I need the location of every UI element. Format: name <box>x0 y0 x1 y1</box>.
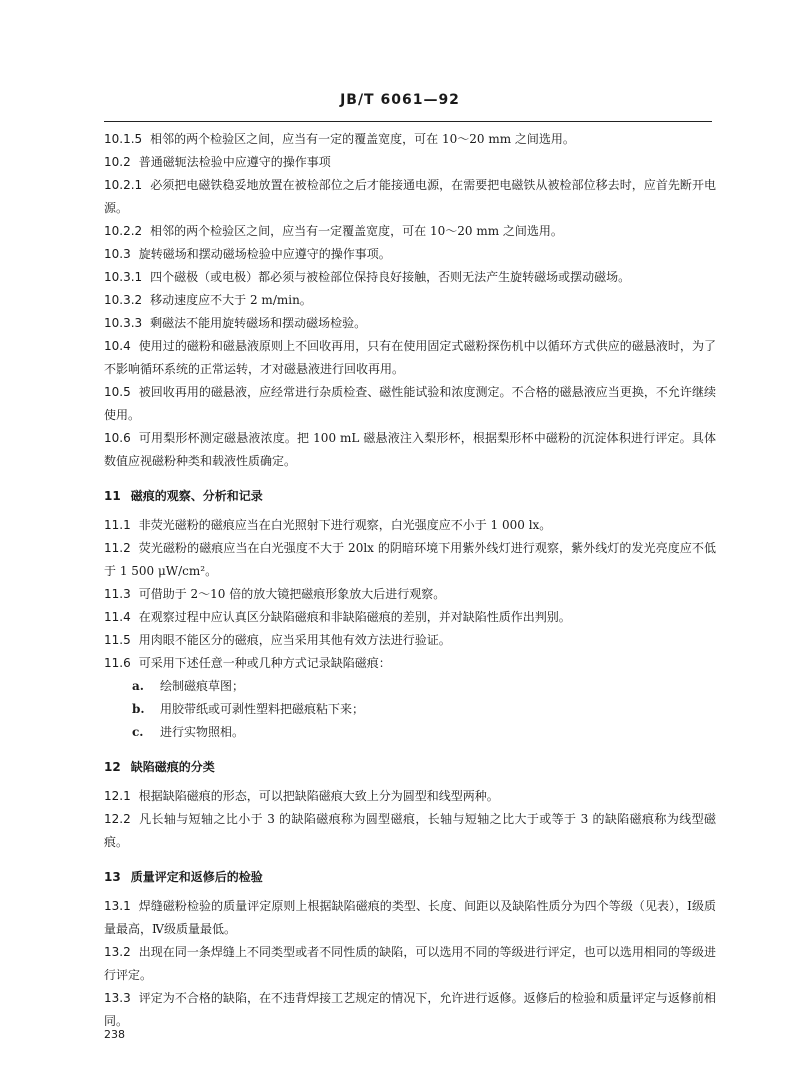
list-item <box>132 675 716 698</box>
clause-text: 焊缝磁粉检验的质量评定原则上根据缺陷磁痕的类型、长度、间距以及缺陷性质分为四个等级（见表），Ⅰ级质量最高，Ⅳ级质量最低。 <box>104 899 716 936</box>
clause-paragraph <box>104 289 716 312</box>
clause-paragraph <box>104 427 716 473</box>
clause-number: 10.3 <box>104 247 131 261</box>
clause-text: 非荧光磁粉的磁痕应当在白光照射下进行观察，白光强度应不小于 1 000 lx。 <box>138 518 552 532</box>
clause-number: 10.4 <box>104 339 131 353</box>
document-body <box>104 128 716 1033</box>
clause-text: 相邻的两个检验区之间，应当有一定的覆盖宽度，可在 10～20 mm 之间选用。 <box>150 132 575 146</box>
clause-paragraph <box>104 266 716 289</box>
list-item-text: 用胶带纸或可剥性塑料把磁痕粘下来； <box>160 702 365 716</box>
clause-text: 根据缺陷磁痕的形态，可以把缺陷磁痕大致上分为圆型和线型两种。 <box>138 789 499 803</box>
clause-paragraph <box>104 335 716 381</box>
clause-text: 移动速度应不大于 2 m/min。 <box>150 293 312 307</box>
clause-text: 旋转磁场和摆动磁场检验中应遵守的操作事项。 <box>138 247 391 261</box>
section-number: 12 <box>104 760 121 774</box>
clause-text: 在观察过程中应认真区分缺陷磁痕和非缺陷磁痕的差别，并对缺陷性质作出判别。 <box>138 610 571 624</box>
clause-number: 13.3 <box>104 991 131 1005</box>
clause-number: 10.3.1 <box>104 270 143 284</box>
clause-text: 相邻的两个检验区之间，应当有一定覆盖宽度，可在 10～20 mm 之间选用。 <box>150 224 563 238</box>
section-heading <box>104 756 716 779</box>
clause-paragraph <box>104 312 716 335</box>
section-number: 13 <box>104 870 121 884</box>
list-item-text: 进行实物照相。 <box>160 725 245 739</box>
clause-text: 剩磁法不能用旋转磁场和摆动磁场检验。 <box>150 316 367 330</box>
clause-paragraph <box>104 895 716 941</box>
clause-number: 12.1 <box>104 789 131 803</box>
header-rule <box>104 121 712 122</box>
list-item <box>132 721 716 744</box>
section-heading <box>104 485 716 508</box>
clause-number: 10.1.5 <box>104 132 143 146</box>
section-number: 11 <box>104 489 121 503</box>
section-title-text: 磁痕的观察、分析和记录 <box>130 489 263 503</box>
clause-text: 必须把电磁铁稳妥地放置在被检部位之后才能接通电源，在需要把电磁铁从被检部位移去时，应首先断开电源。 <box>104 178 716 215</box>
clause-text: 四个磁极（或电极）都必须与被检部位保持良好接触，否则无法产生旋转磁场或摆动磁场。 <box>150 270 631 284</box>
list-item <box>132 698 716 721</box>
clause-text: 使用过的磁粉和磁悬液原则上不回收再用，只有在使用固定式磁粉探伤机中以循环方式供应的磁悬液时，为了不影响循环系统的正常运转，才对磁悬液进行回收再用。 <box>104 339 716 376</box>
clause-paragraph <box>104 808 716 854</box>
clause-number: 10.5 <box>104 385 131 399</box>
list-item-marker: c. <box>132 725 144 739</box>
clause-number: 11.3 <box>104 587 131 601</box>
section-title-text: 质量评定和返修后的检验 <box>130 870 263 884</box>
clause-text: 可借助于 2～10 倍的放大镜把磁痕形象放大后进行观察。 <box>138 587 446 601</box>
clause-number: 10.6 <box>104 431 131 445</box>
clause-paragraph <box>104 629 716 652</box>
clause-number: 11.5 <box>104 633 131 647</box>
clause-text: 评定为不合格的缺陷，在不违背焊接工艺规定的情况下，允许进行返修。返修后的检验和质量评定与返修前相同。 <box>104 991 716 1028</box>
clause-number: 13.2 <box>104 945 131 959</box>
section-heading <box>104 866 716 889</box>
clause-number: 10.3.3 <box>104 316 143 330</box>
clause-text: 可用梨形杯测定磁悬液浓度。把 100 mL 磁悬液注入梨形杯，根据梨形杯中磁粉的沉淀体积进行评定。具体数值应视磁粉种类和载液性质确定。 <box>104 431 716 468</box>
clause-paragraph <box>104 514 716 537</box>
list-item-marker: b. <box>132 702 145 716</box>
clause-paragraph <box>104 151 716 174</box>
clause-text: 普通磁轭法检验中应遵守的操作事项 <box>138 155 331 169</box>
clause-paragraph <box>104 128 716 151</box>
clause-number: 10.2 <box>104 155 131 169</box>
clause-paragraph <box>104 652 716 675</box>
clause-number: 12.2 <box>104 812 131 826</box>
clause-text: 被回收再用的磁悬液，应经常进行杂质检查、磁性能试验和浓度测定。不合格的磁悬液应当更换，不允许继续使用。 <box>104 385 716 422</box>
clause-paragraph <box>104 381 716 427</box>
list-item-marker: a. <box>132 679 144 693</box>
clause-paragraph <box>104 174 716 220</box>
clause-paragraph <box>104 583 716 606</box>
clause-paragraph <box>104 987 716 1033</box>
clause-text: 可采用下述任意一种或几种方式记录缺陷磁痕： <box>138 656 391 670</box>
clause-paragraph <box>104 606 716 629</box>
clause-paragraph <box>104 537 716 583</box>
clause-number: 11.1 <box>104 518 131 532</box>
clause-text: 用肉眼不能区分的磁痕，应当采用其他有效方法进行验证。 <box>138 633 451 647</box>
standard-header: JB/T 6061—92 <box>340 92 460 108</box>
clause-number: 11.4 <box>104 610 131 624</box>
clause-paragraph <box>104 785 716 808</box>
clause-paragraph <box>104 941 716 987</box>
list-item-text: 绘制磁痕草图； <box>160 679 245 693</box>
page-number: 238 <box>104 1028 125 1041</box>
clause-text: 荧光磁粉的磁痕应当在白光强度不大于 20lx 的阴暗环境下用紫外线灯进行观察，紫外线灯的发光亮度应不低于 1 500 μW/cm²。 <box>104 541 716 578</box>
section-title-text: 缺陷磁痕的分类 <box>130 760 215 774</box>
clause-number: 10.3.2 <box>104 293 143 307</box>
clause-number: 13.1 <box>104 899 131 913</box>
clause-number: 11.2 <box>104 541 131 555</box>
clause-paragraph <box>104 243 716 266</box>
clause-number: 10.2.2 <box>104 224 143 238</box>
clause-number: 10.2.1 <box>104 178 143 192</box>
clause-text: 出现在同一条焊缝上不同类型或者不同性质的缺陷，可以选用不同的等级进行评定，也可以选用相同的等级进行评定。 <box>104 945 716 982</box>
clause-number: 11.6 <box>104 656 131 670</box>
clause-paragraph <box>104 220 716 243</box>
clause-text: 凡长轴与短轴之比小于 3 的缺陷磁痕称为圆型磁痕，长轴与短轴之比大于或等于 3 的缺陷磁痕称为线型磁痕。 <box>104 812 716 849</box>
